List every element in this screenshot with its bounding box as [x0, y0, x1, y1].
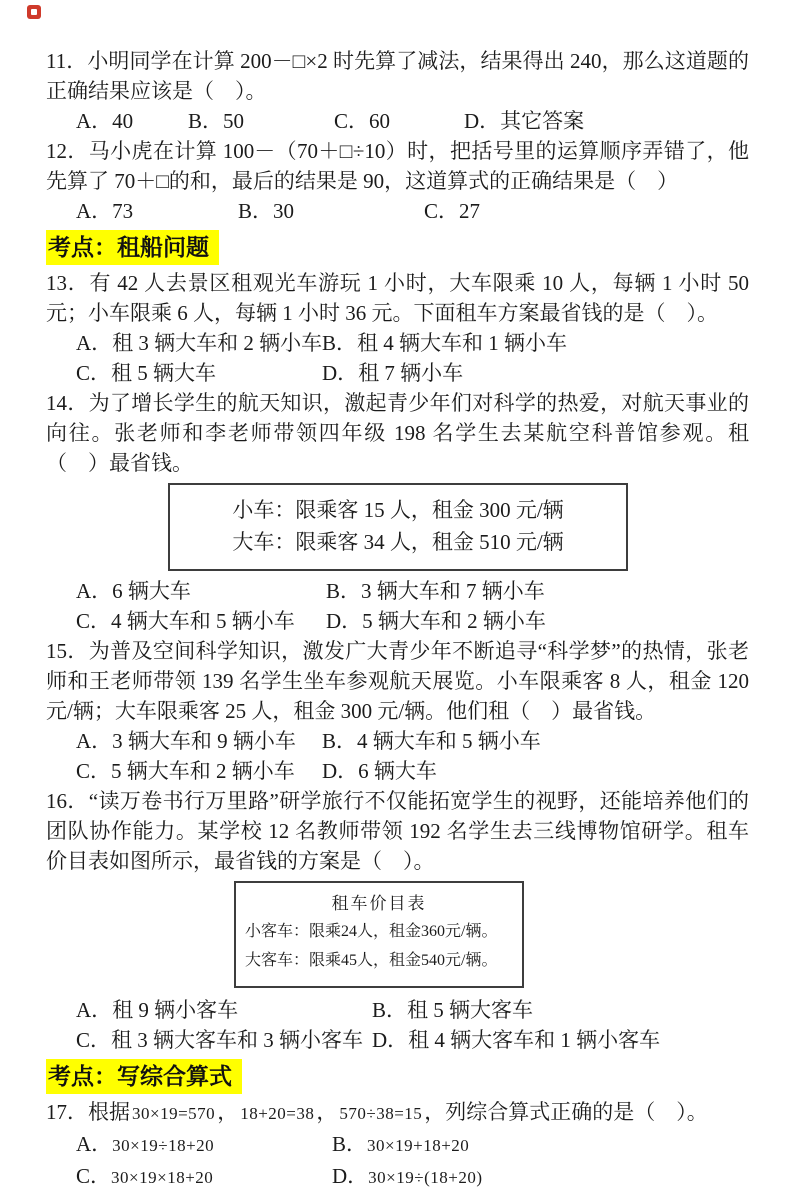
price-table-q16-title: 租车价目表: [331, 894, 427, 913]
q17-formula-1: 30×19=570: [132, 1104, 216, 1123]
q12-option-a: A．73: [76, 199, 134, 223]
question-16-text: 16．“读万卷书行万里路”研学旅行不仅能拓宽学生的视野，还能培养他们的团队协作能力。某学校 12 名教师带领 192 名学生去三线博物馆研学。租车价目表如图所示，最省钱的方案是（ ）。: [46, 789, 749, 873]
q17-separator-2: ，: [316, 1100, 338, 1124]
q13-option-a: A．租 3 辆大车和 2 辆小车: [76, 331, 323, 355]
price-table-q14-line2: 大车：限乘客 34 人，租金 510 元/辆: [232, 530, 564, 554]
section-heading-boat-rental-label: 考点：租船问题: [46, 230, 219, 265]
q16-option-d: D．租 4 辆大客车和 1 辆小客车: [372, 1028, 661, 1052]
question-12-options: [46, 196, 749, 226]
q17-text-suffix: ，列综合算式正确的是（ ）。: [424, 1100, 708, 1124]
question-17-text: [46, 1097, 749, 1129]
q15-option-c: C．5 辆大车和 2 辆小车: [76, 759, 295, 783]
q17-option-b: [332, 1129, 749, 1161]
question-13-options: [46, 328, 749, 388]
q14-option-a: A．6 辆大车: [76, 579, 191, 603]
red-stamp-icon: [27, 5, 41, 19]
q15-option-a: A．3 辆大车和 9 辆小车: [76, 729, 296, 753]
q15-option-b: B．4 辆大车和 5 辆小车: [322, 729, 541, 753]
q17-option-c-formula: 30×19×18+20: [111, 1168, 214, 1187]
q16-option-b: B．租 5 辆大客车: [372, 998, 534, 1022]
section-heading-composite-expression-label: 考点：写综合算式: [46, 1059, 242, 1094]
question-15-text: 15．为普及空间科学知识，激发广大青少年不断追寻“科学梦”的热情，张老师和王老师带领 139 名学生坐车参观航天展览。小车限乘客 8 人，租金 120 元/辆；大车限乘客 25 人，租金 300 元/辆。他们租（ ）最省钱。: [46, 639, 749, 723]
q12-option-b: B．30: [238, 199, 295, 223]
q14-option-c: C．4 辆大车和 5 辆小车: [76, 609, 295, 633]
section-heading-boat-rental: [46, 230, 749, 265]
section-heading-composite-expression: [46, 1059, 749, 1094]
q16-option-c: C．租 3 辆大客车和 3 辆小客车: [76, 1028, 364, 1052]
q13-option-b: B．租 4 辆大车和 1 辆小车: [322, 331, 568, 355]
price-table-q16-line1: 小客车：限乘24人，租金360元/辆。: [245, 923, 498, 940]
q16-option-a: A．租 9 辆小客车: [76, 998, 239, 1022]
q17-option-a-formula: 30×19÷18+20: [112, 1136, 215, 1155]
question-13-text: 13．有 42 人去景区租观光车游玩 1 小时，大车限乘 10 人，每辆 1 小时 50 元；小车限乘 6 人，每辆 1 小时 36 元。下面租车方案最省钱的是（ ）。: [46, 271, 749, 325]
q11-option-b: B．50: [188, 109, 245, 133]
q17-option-c: [76, 1161, 332, 1193]
question-17-options: [46, 1129, 749, 1193]
price-table-q16: [234, 881, 524, 988]
q12-option-c: C．27: [424, 199, 481, 223]
q17-option-c-label: C．: [76, 1164, 112, 1188]
q17-option-d-formula: 30×19÷(18+20): [368, 1168, 483, 1187]
q15-option-d: D．6 辆大车: [322, 759, 437, 783]
question-11-options: [46, 106, 749, 136]
q11-option-c: C．60: [334, 109, 391, 133]
q17-option-a: [76, 1129, 332, 1161]
q13-option-c: C．租 5 辆大车: [76, 361, 217, 385]
price-table-q14-line1: 小车：限乘客 15 人，租金 300 元/辆: [232, 498, 564, 522]
q17-formula-3: 570÷38=15: [339, 1104, 423, 1123]
price-table-q14-content: [232, 494, 563, 558]
q14-option-b: B．3 辆大车和 7 辆小车: [326, 579, 545, 603]
q17-text-prefix: 17．根据: [46, 1100, 130, 1124]
q17-option-b-label: B．: [332, 1132, 368, 1156]
q17-option-b-formula: 30×19+18+20: [367, 1136, 470, 1155]
question-15-options: [46, 726, 749, 786]
price-table-q16-line2: 大客车：限乘45人，租金540元/辆。: [245, 952, 498, 969]
question-14-text: 14．为了增长学生的航天知识，激起青少年们对科学的热爱，对航天事业的向往。张老师和李老师带领四年级 198 名学生去某航空科普馆参观。租（ ）最省钱。: [46, 391, 749, 475]
q11-option-a: A．40: [76, 109, 134, 133]
question-16-options: [46, 995, 749, 1055]
price-table-q14: [168, 483, 628, 571]
question-14-options: [46, 576, 749, 636]
question-11-text: 11．小明同学在计算 200－□×2 时先算了减法，结果得出 240，那么这道题的正确结果应该是（ ）。: [46, 49, 749, 103]
q13-option-d: D．租 7 辆小车: [322, 361, 464, 385]
q14-option-d: D．5 辆大车和 2 辆小车: [326, 609, 546, 633]
q17-option-a-label: A．: [76, 1132, 113, 1156]
question-12-text: 12．马小虎在计算 100－（70＋□÷10）时，把括号里的运算顺序弄错了，他先算了 70＋□的和，最后的结果是 90，这道算式的正确结果是（ ）: [46, 139, 749, 193]
q17-formula-2: 18+20=38: [240, 1104, 315, 1123]
q17-option-d-label: D．: [332, 1164, 369, 1188]
q17-option-d: [332, 1161, 749, 1193]
q11-option-d: D．其它答案: [464, 109, 585, 133]
q17-separator-1: ，: [217, 1100, 239, 1124]
